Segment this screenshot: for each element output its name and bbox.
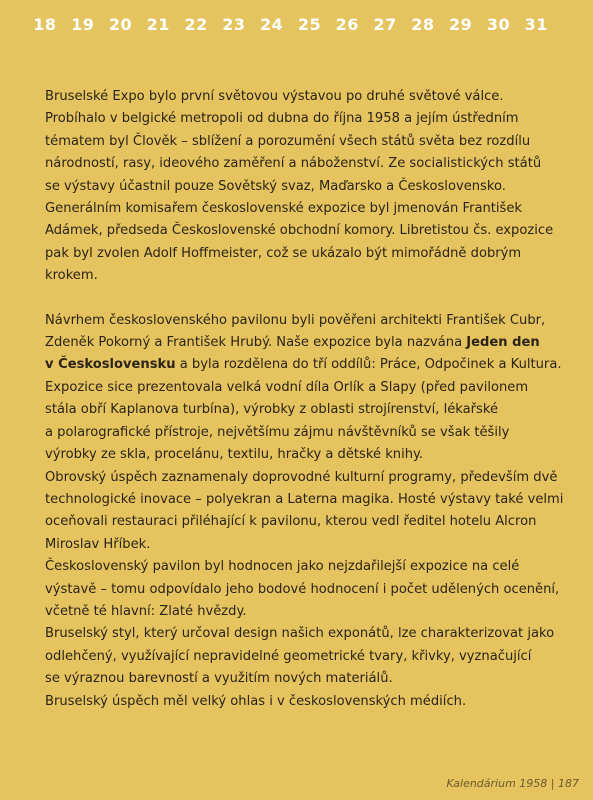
paragraph-spacer (45, 288, 565, 310)
text-line: oceňovali restauraci přiléhající k pavilonu, kterou vedl ředitel hotelu Alcron (45, 514, 537, 530)
text-line: se výraznou barevností a využitím nových materiálů. (45, 671, 393, 687)
text-line: Expozice sice prezentovala velká vodní díla Orlík a Slapy (před pavilonem (45, 379, 529, 395)
text-line: výstavě – tomu odpovídalo jeho bodové hodnocení i počet udělených ocenění, (45, 581, 560, 597)
calendar-day: 20 (108, 15, 133, 34)
text-line (45, 332, 565, 354)
calendar-day: 19 (71, 15, 95, 34)
exhibition-title-bold: v Československu (45, 357, 176, 373)
text-line: včetně té hlavní: Zlaté hvězdy. (45, 603, 247, 619)
calendar-day: 24 (260, 15, 284, 34)
text-line: národností, rasy, ideového zaměření a náboženství. Ze socialistických států (45, 156, 542, 172)
text-line: Návrhem československého pavilonu byli pověřeni architekti František Cubr, (45, 312, 546, 328)
calendar-day: 28 (411, 15, 435, 34)
calendar-day: 21 (146, 15, 170, 34)
text-line: Bruselský styl, který určoval design našich exponátů, lze charakterizovat jako (45, 626, 555, 642)
calendar-day: 22 (184, 15, 208, 34)
text-line: Bruselský úspěch měl velký ohlas i v československých médiích. (45, 693, 467, 709)
text-line: technologické inovace – polyekran a Laterna magika. Hosté výstavy také velmi (45, 491, 564, 507)
calendar-day: 23 (222, 15, 246, 34)
text-line: Probíhalo v belgické metropoli od dubna do října 1958 a jejím ústředním (45, 111, 519, 127)
calendar-day: 26 (335, 15, 359, 34)
exhibition-title-bold: Jeden den (466, 335, 540, 351)
text-line: se výstavy účastnil pouze Sovětský svaz, Maďarsko a Československo. (45, 178, 506, 194)
calendar-day: 29 (449, 15, 473, 34)
calendar-day-strip (26, 15, 555, 34)
text-line: a polarografické přístroje, největšímu zájmu návštěvníků se však těšily (45, 424, 510, 440)
text-line: pak byl zvolen Adolf Hoffmeister, což se ukázalo být mimořádně dobrým (45, 245, 522, 261)
calendar-day: 25 (297, 15, 322, 34)
text-line: odlehčený, využívající nepravidelné geometrické tvary, křivky, vyznačující (45, 648, 532, 664)
text-line: Adámek, předseda Československé obchodní komory. Libretistou čs. expozice (45, 223, 554, 239)
calendar-day: 27 (373, 15, 397, 34)
article-body (45, 86, 565, 713)
text-line: Obrovský úspěch zaznamenaly doprovodné kulturní programy, především dvě (45, 469, 558, 485)
text-run: a byla rozdělena do tří oddílů: Práce, Odpočinek a Kultura. (175, 357, 562, 373)
text-line: krokem. (45, 268, 98, 284)
calendar-day: 18 (33, 15, 57, 34)
paragraph-expo-intro (45, 86, 565, 288)
text-run: Zdeněk Pokorný a František Hrubý. Naše expozice byla nazvána (45, 335, 467, 351)
text-line: stála obří Kaplanova turbína), výrobky z oblasti strojírenství, lékařské (45, 402, 499, 418)
page-footer: Kalendárium 1958 | 187 (446, 777, 579, 790)
text-line: výrobky ze skla, procelánu, textilu, hračky a dětské knihy. (45, 447, 424, 463)
text-line: Bruselské Expo bylo první světovou výstavou po druhé světové válce. (45, 89, 504, 104)
text-line: Československý pavilon byl hodnocen jako nejzdařilejší expozice na celé (45, 559, 520, 575)
text-line (45, 354, 565, 376)
calendar-day: 30 (486, 15, 511, 34)
paragraph-pavilion (45, 310, 565, 713)
calendar-day: 31 (524, 15, 548, 34)
text-line: tématem byl Člověk – sblížení a porozumění všech států světa bez rozdílu (45, 133, 531, 149)
text-line: Miroslav Hříbek. (45, 536, 151, 552)
text-line: Generálním komisařem československé expozice byl jmenován František (45, 201, 523, 217)
